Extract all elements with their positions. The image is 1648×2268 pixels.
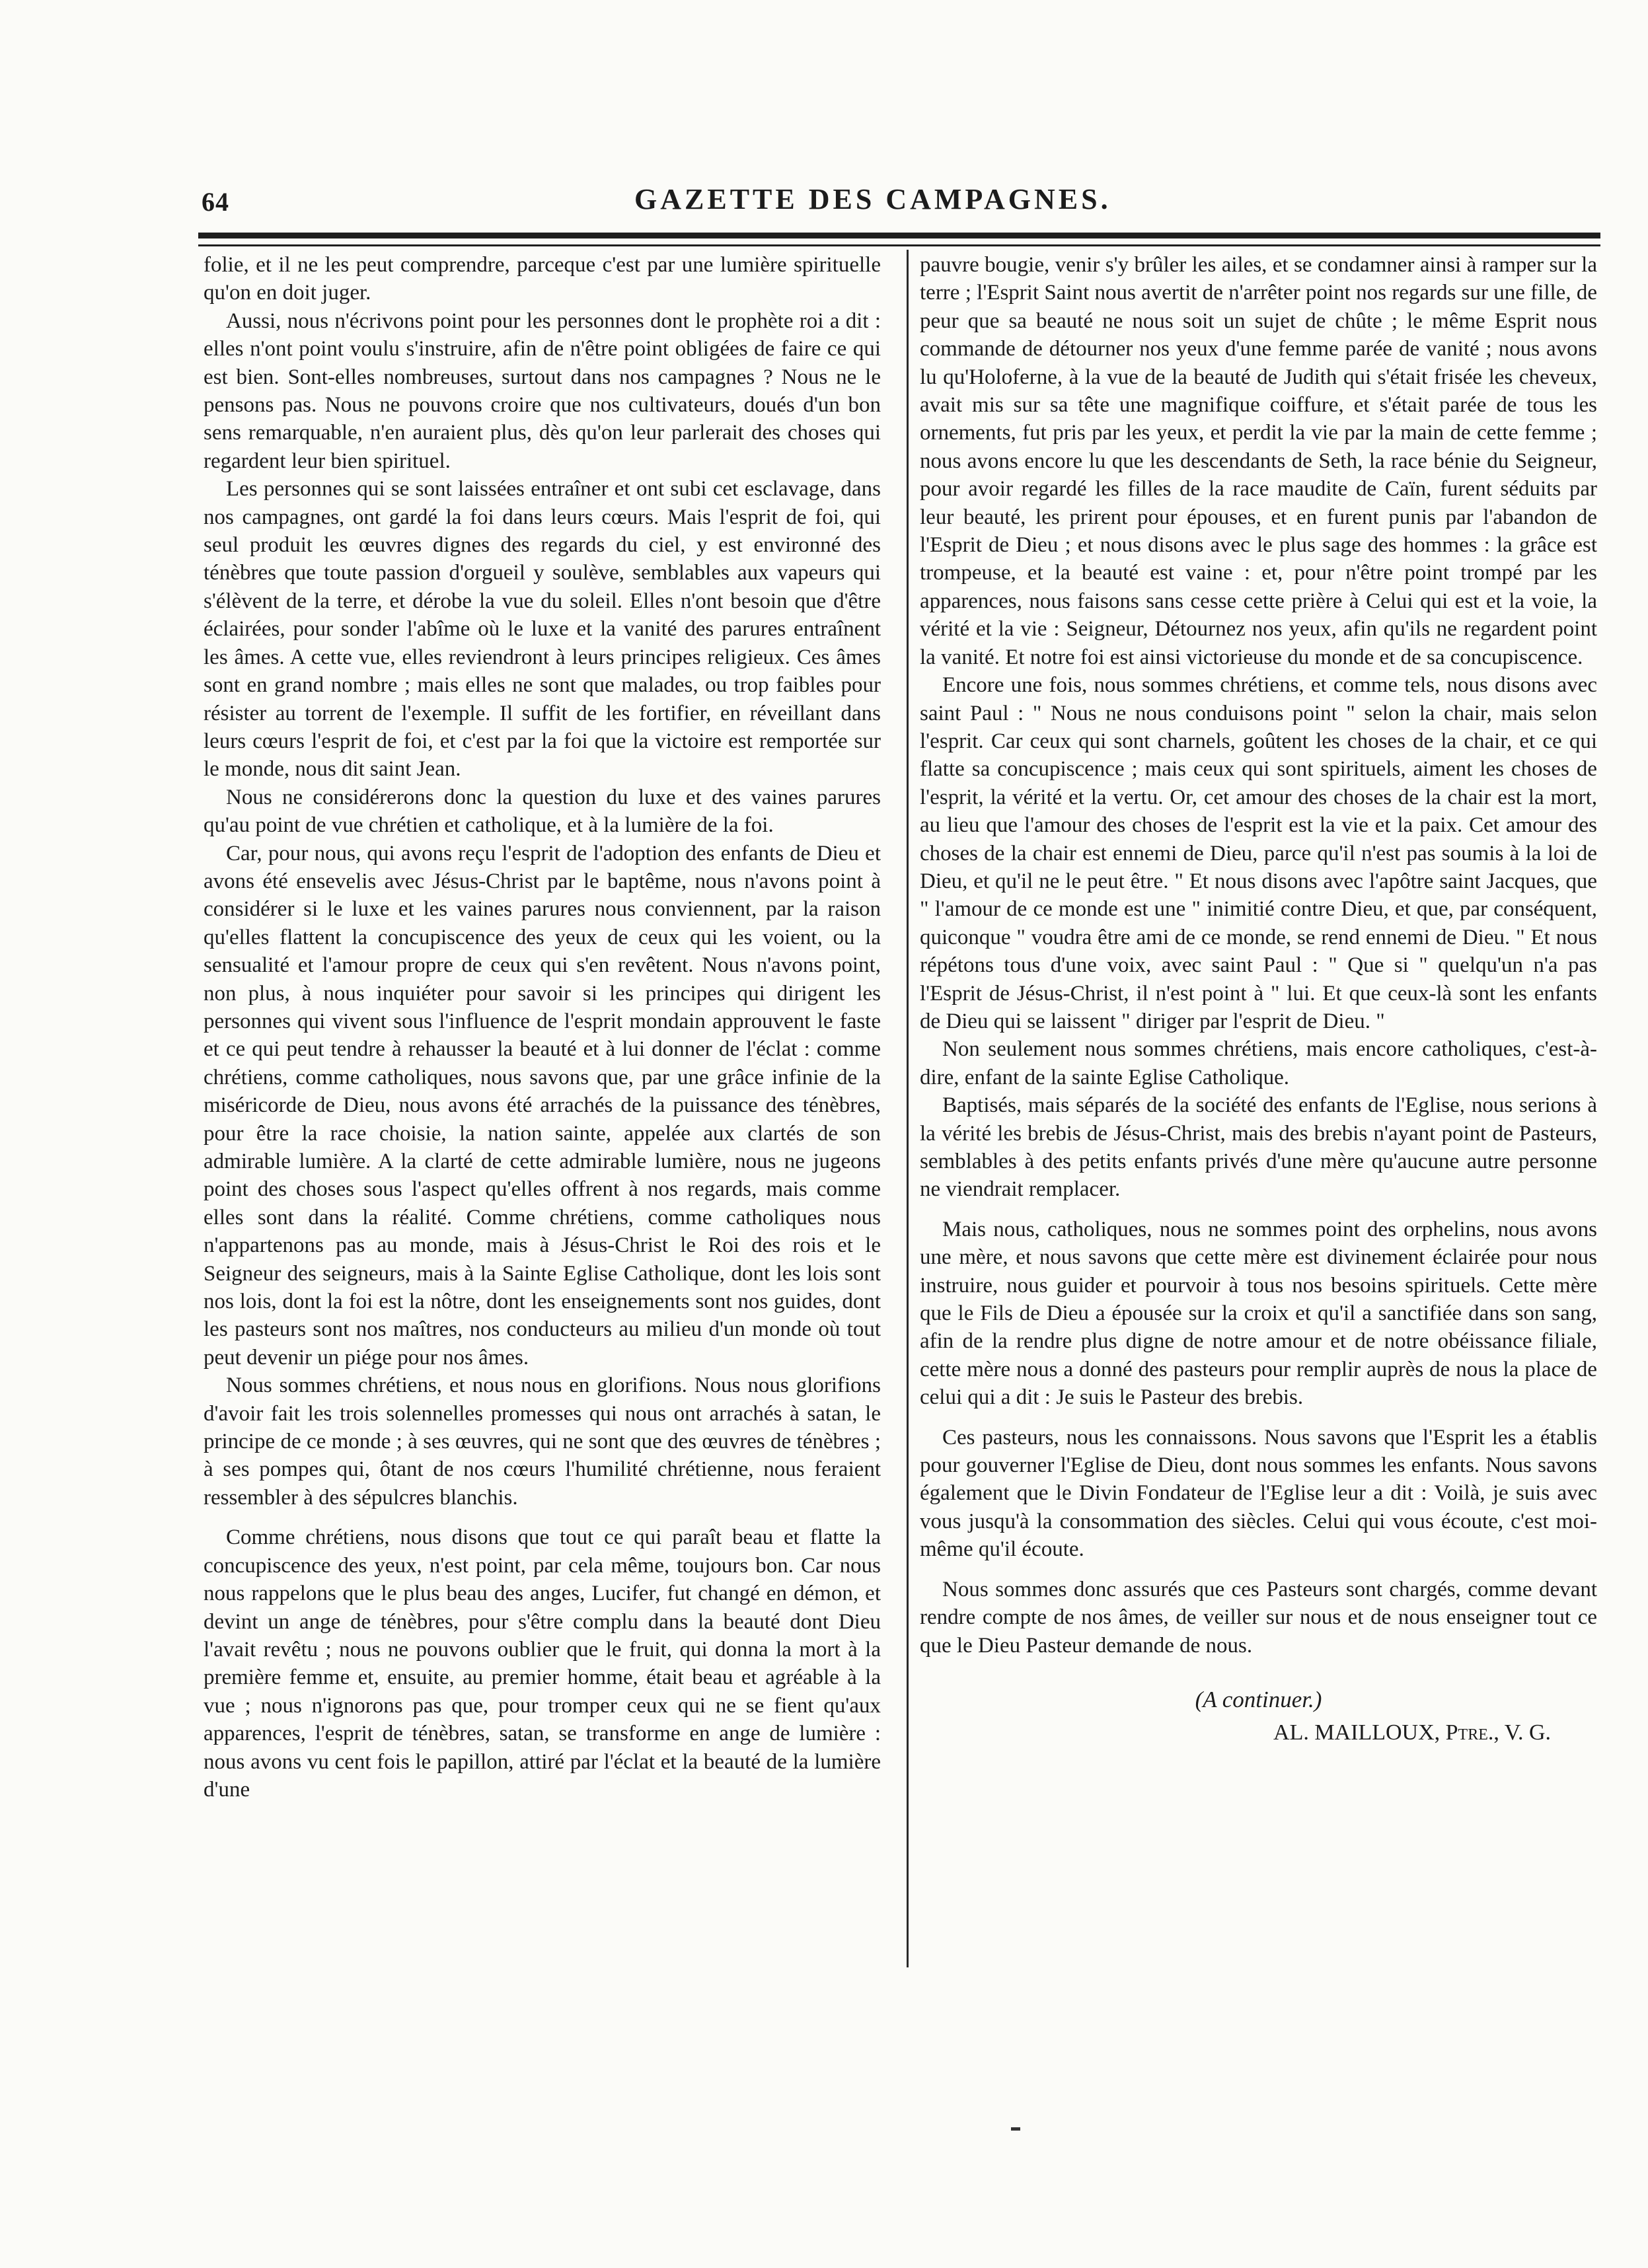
paragraph: pauvre bougie, venir s'y brûler les ailes, et se condamner ainsi à ramper sur la terre ; l'Esprit Saint nous avertit de n'arrêter point nos regards sur une fille, de peur que sa beauté ne nous soit un sujet de chûte ; le même Esprit nous commande de détourner nos yeux d'une femme parée de vanité ; nous avons lu qu'Holoferne, à la vue de la beauté de Judith qui s'était frisée les cheveux, avait mis sur sa tête une magnifique coiffure, et s'était parée de tous les ornements, fut pris par les yeux, et perdit la vie par la main de cette femme ; nous avons encore lu que les descendants de Seth, la race bénie du Seigneur, pour avoir regardé les filles de la race maudite de Caïn, furent séduits par leur beauté, les prirent pour épouses, et en furent punis par l'abandon de l'Esprit de Dieu ; et nous disons avec le plus sage des hommes : la grâce est trompeuse, et la beauté est vaine : et, pour n'être point trompé par les apparences, nous faisons sans cesse cette prière à Celui qui est et la voie, la vérité et la vie : Seigneur, Détournez nos yeux, afin qu'ils ne regardent point la vanité. Et notre foi est ainsi victorieuse du monde et de sa concupiscence. [920,253,1597,669]
column-divider [907,250,909,1967]
header-rule-thick [198,233,1600,238]
right-column [920,251,1597,1747]
paragraph: Car, pour nous, qui avons reçu l'esprit de l'adoption des enfants de Dieu et avons été ensevelis avec Jésus-Christ par le baptême, nous n'avons point à considérer si le luxe et les vaines parures nous conviennent, par la raison qu'elles flattent la concupiscence des yeux de ceux qui les voient, ou la sensualité et l'amour propre de ceux qui s'en revêtent. Nous n'avons point, non plus, à nous inquiéter pour savoir si les principes qui dirigent les personnes qui vivent sous l'influence de l'esprit mondain approuvent le faste et ce qui peut tendre à rehausser la beauté et à lui donner de l'éclat : comme chrétiens, comme catholiques, nous savons que, par une grâce infinie de la miséricorde de Dieu, nous avons été arrachés de la puissance des ténèbres, pour être la race choisie, la nation sainte, appelée aux clartés de son admirable lumière. A la clarté de cette admirable lumière, nous ne jugeons point des choses sous l'aspect qu'elles offrent à nos regards, mais comme elles sont dans la réalité. Comme chrétiens, comme catholiques nous n'appartenons pas au monde, mais à Jésus-Christ le Roi des rois et le Seigneur des seigneurs, mais à la Sainte Eglise Catholique, dont les lois sont nos lois, dont la foi est la nôtre, dont les enseignements sont nos guides, dont les pasteurs sont nos maîtres, nos conducteurs au milieu d'un monde où tout peut devenir un piége pour nos âmes. [204,841,881,1370]
page-number: 64 [202,187,229,217]
paragraph: Encore une fois, nous sommes chrétiens, et comme tels, nous disons avec saint Paul : " Nous ne nous conduisons point " selon la chair, mais selon l'esprit. Car ceux qui sont charnels, goûtent les choses de la chair, et ce qui flatte sa concupiscence ; mais ceux qui sont spirituels, aiment les choses de l'esprit, la vérité et la vertu. Or, cet amour des choses de la chair est la mort, au lieu que l'amour des choses de l'esprit est la vie et la paix. Cet amour des choses de la chair est ennemi de Dieu, parce qu'il n'est pas soumis à la loi de Dieu, et qu'il ne le peut être. " Et nous disons avec l'apôtre saint Jacques, que " l'amour de ce monde est une " inimitié contre Dieu, et que, par conséquent, quiconque " voudra être ami de ce monde, se rend ennemi de Dieu. " Et nous répétons tous d'une voix, avec saint Paul : " Que si " quelqu'un n'a pas l'Esprit de Jésus-Christ, il n'est point à " lui. Et que ceux-là sont les enfants de Dieu qui se laissent " diriger par l'esprit de Dieu. " [920,673,1597,1033]
page-title: GAZETTE DES CAMPAGNES. [634,183,1111,215]
paragraph: Mais nous, catholiques, nous ne sommes point des orphelins, nous avons une mère, et nous savons que cette mère est divinement éclairée pour nous instruire, nous guider et pourvoir à tous nos besoins spirituels. Cette mère que le Fils de Dieu a épousée sur la croix et qu'il a sanctifiée dans son sang, afin de la rendre plus digne de notre amour et de notre obéissance filiale, cette mère nous a donné des pasteurs pour remplir auprès de nous la place de celui qui a dit : Je suis le Pasteur des brebis. [920,1217,1597,1410]
header-rule-thin [198,244,1600,246]
paragraph: Comme chrétiens, nous disons que tout ce qui paraît beau et flatte la concupiscence des yeux, n'est point, par cela même, toujours bon. Car nous nous rappelons que le plus beau des anges, Lucifer, fut changé en démon, et devint un ange de ténèbres, pour s'être complu dans la beauté dont Dieu l'avait revêtu ; nous ne pouvons oublier que le fruit, qui donna la mort à la première femme et, ensuite, au premier homme, était beau et agréable à la vue ; nous n'ignorons pas que, pour tromper ceux qui ne se fient qu'aux apparences, l'esprit de ténèbres, satan, se transforme en ange de lumière : nous avons vu cent fois le papillon, attiré par l'éclat et la beauté de la lumière d'une [204,1525,881,1802]
footer-mark [1011,2127,1020,2131]
paragraph: Ces pasteurs, nous les connaissons. Nous savons que l'Esprit les a établis pour gouverner l'Eglise de Dieu, dont nous sommes les enfants. Nous savons également que le Divin Fondateur de l'Eglise leur a dit : Voilà, je suis avec vous jusqu'à la consommation des siècles. Celui qui vous écoute, c'est moi-même qu'il écoute. [920,1425,1597,1562]
left-column [204,251,881,1804]
paragraph: folie, et il ne les peut comprendre, parceque c'est par une lumière spirituelle qu'on en doit juger. [204,253,881,305]
paragraph: Les personnes qui se sont laissées entraîner et ont subi cet esclavage, dans nos campagnes, ont gardé la foi dans leurs cœurs. Mais l'esprit de foi, qui seul produit les œuvres dignes des regards du ciel, y est environné des ténèbres que toute passion d'orgueil y soulève, semblables aux vapeurs qui s'élèvent de la terre, et dérobe la vue du soleil. Elles n'ont besoin que d'être éclairées, pour sonder l'abîme où le luxe et la vanité des parures entraînent les âmes. A cette vue, elles reviendront à leurs principes religieux. Ces âmes sont en grand nombre ; mais elles ne sont que malades, ou trop faibles pour résister au torrent de l'exemple. Il suffit de les fortifier, en réveillant dans leurs cœurs l'esprit de foi, et c'est par la foi que la victoire est remportée sur le monde, nous dit saint Jean. [204,477,881,782]
paragraph: Non seulement nous sommes chrétiens, mais encore catholiques, c'est-à-dire, enfant de la sainte Eglise Catholique. [920,1037,1597,1089]
paragraph: Nous sommes chrétiens, et nous nous en glorifions. Nous nous glorifions d'avoir fait les trois solennelles promesses qui nous ont arrachés à satan, le principe de ce monde ; à ses œuvres, qui ne sont que des œuvres de ténèbres ; à ses pompes qui, ôtant de nos cœurs l'humilité chrétienne, nous feraient ressembler à des sépulcres blanchis. [204,1373,881,1510]
paragraph: Nous ne considérerons donc la question du luxe et des vaines parures qu'au point de vue chrétien et catholique, et à la lumière de la foi. [204,785,881,838]
paragraph: Aussi, nous n'écrivons point pour les personnes dont le prophète roi a dit : elles n'ont point voulu s'instruire, afin de n'être point obligées de faire ce qui est bien. Sont-elles nombreuses, surtout dans nos campagnes ? Nous ne le pensons pas. Nous ne pouvons croire que nos cultivateurs, doués d'un bon sens remarquable, n'en auraient plus, dès qu'on leur parlerait des choses qui regardent leur bien spirituel. [204,309,881,473]
author-signature: AL. MAILLOUX, Ptre., V. G. [1273,1720,1551,1745]
continuation-note: (A continuer.) [1195,1686,1322,1712]
paragraph: Nous sommes donc assurés que ces Pasteurs sont chargés, comme devant rendre compte de nos âmes, de veiller sur nous et de nous enseigner tout ce que le Dieu Pasteur demande de nous. [920,1577,1597,1658]
paragraph: Baptisés, mais séparés de la société des enfants de l'Eglise, nous serions à la vérité les brebis de Jésus-Christ, mais des brebis n'ayant point de Pasteurs, semblables à des petits enfants privés d'une mère qu'aucune autre personne ne viendrait remplacer. [920,1093,1597,1202]
